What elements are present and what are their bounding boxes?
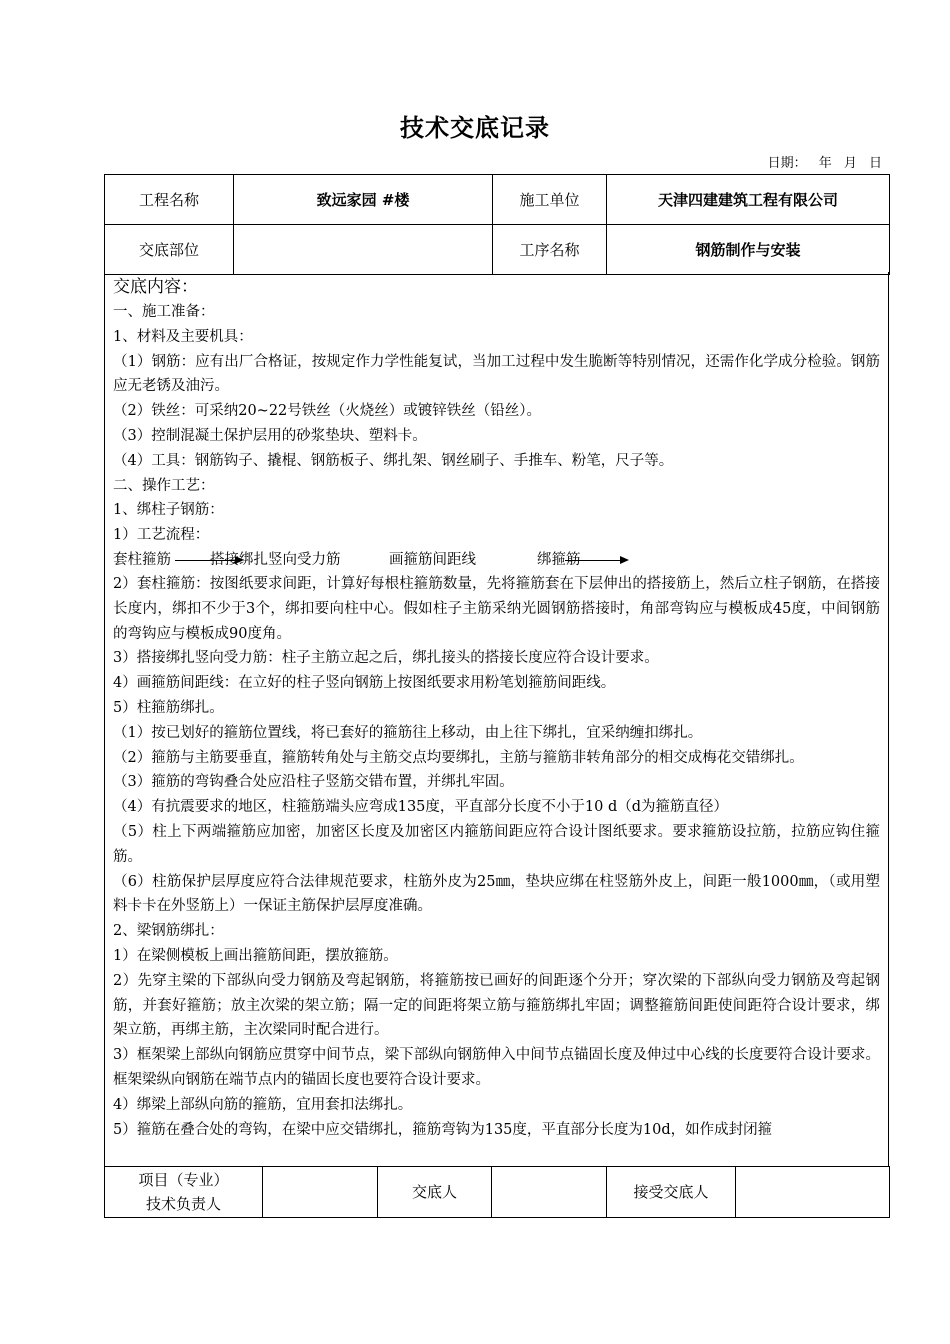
content-line: （3）箍筋的弯钩叠合处应沿柱子竖筋交错布置，并绑扎牢固。: [113, 774, 514, 791]
content-line: （4）有抗震要求的地区，柱箍筋端头应弯成135度，平直部分长度不小于10 d（d为箍筋直径）: [113, 799, 729, 816]
tech-lead-signature: [263, 1167, 378, 1218]
content-line: 1、绑柱子钢筋：: [113, 502, 224, 519]
signature-table: [104, 1166, 890, 1218]
receiver-label: 接受交底人: [607, 1167, 736, 1218]
receiver-signature: [736, 1167, 890, 1218]
signature-row: [105, 1167, 890, 1218]
presenter-label: 交底人: [378, 1167, 492, 1218]
content-line: 2）套柱箍筋：按图纸要求间距，计算好每根柱箍筋数量，先将箍筋套在下层伸出的搭接筋上，然后立柱子钢筋，在搭接长度内，绑扣不少于3个，绑扣要向柱中心。假如柱子主筋采纳光圆钢筋搭接时，角部弯钩应与模板成45度，中间钢筋的弯钩应与模板成90度角。: [113, 575, 880, 642]
content-line: 3）框架梁上部纵向钢筋应贯穿中间节点，梁下部纵向钢筋伸入中间节点锚固长度及伸过中心线的长度要符合设计要求。框架梁纵向钢筋在端节点内的锚固长度也要符合设计要求。: [113, 1047, 880, 1088]
header-table: [104, 174, 890, 275]
content-line: （6）柱筋保护层厚度应符合法律规范要求，柱筋外皮为25㎜，垫块应绑在柱竖筋外皮上，间距一般1000㎜，（或用塑料卡卡在外竖筋上）一保证主筋保护层厚度准确。: [113, 873, 880, 915]
content-line: 2）先穿主梁的下部纵向受力钢筋及弯起钢筋，将箍筋按已画好的间距逐个分开；穿次梁的下部纵向受力钢筋及弯起钢筋，并套好箍筋；放主次梁的架立筋；隔一定的间距将架立筋与箍筋绑扎牢固；调整箍筋间距使间距符合设计要求，绑架立筋，再绑主筋，主次梁同时配合进行。: [113, 972, 880, 1039]
content-heading: 交底内容：: [113, 277, 198, 297]
header-row-project: [105, 175, 890, 225]
document-title: 技术交底记录: [400, 113, 550, 142]
content-line: （2）箍筋与主筋要垂直，箍筋转角处与主筋交点均要绑扎，主筋与箍筋非转角部分的相交成梅花交错绑扎。: [113, 749, 804, 766]
content-line: （1）钢筋：应有出厂合格证，按规定作力学性能复试，当加工过程中发生脆断等特别情况，还需作化学成分检验。钢筋应无老锈及油污。: [113, 353, 880, 395]
location-value: [234, 225, 493, 275]
content-line: 1）工艺流程：: [113, 527, 210, 544]
project-name-label: 工程名称: [105, 175, 234, 225]
flow-arrow-icon: [565, 560, 620, 561]
flow-step: 套柱箍筋: [113, 551, 171, 568]
content-line: （4）工具：钢筋钩子、撬棍、钢筋板子、绑扎架、钢丝刷子、手推车、粉笔，尺子等。: [113, 452, 674, 469]
location-label: 交底部位: [105, 225, 234, 275]
tech-lead-label-line: 技术负责人: [145, 1195, 221, 1213]
content-line: （2）铁丝：可采纳20~22号铁丝（火烧丝）或镀锌铁丝（铅丝）。: [113, 403, 542, 420]
date-field: 日期： 年 月 日: [767, 156, 882, 171]
content-line: 二、操作工艺：: [113, 477, 215, 494]
content-line: （1）按已划好的箍筋位置线，将已套好的箍筋往上移动，由上往下绑扎，宜采纳缠扣绑扎。: [113, 724, 703, 741]
flow-step: 画箍筋间距线: [389, 551, 476, 568]
content-box: [104, 272, 889, 1167]
tech-lead-label: [105, 1167, 263, 1218]
process-value: 钢筋制作与安装: [607, 225, 890, 275]
content-line: 5）柱箍筋绑扎。: [113, 699, 224, 716]
content-line: （5）柱上下两端箍筋应加密，加密区长度及加密区内箍筋间距应符合设计图纸要求。要求箍筋设拉筋，拉筋应钩住箍筋。: [113, 823, 880, 865]
tech-lead-label-line: 项目（专业）: [138, 1171, 229, 1189]
project-name-value: 致远家园 #楼: [234, 175, 493, 225]
content-line: 4）绑梁上部纵向筋的箍筋，宜用套扣法绑扎。: [113, 1096, 413, 1113]
construction-unit-value: 天津四建建筑工程有限公司: [607, 175, 890, 225]
process-label: 工序名称: [493, 225, 607, 275]
process-flow: [113, 548, 880, 572]
content-line: 一、施工准备：: [113, 304, 215, 320]
content-line: （3）控制混凝土保护层用的砂浆垫块、塑料卡。: [113, 427, 427, 444]
flow-step: 绑箍筋: [537, 551, 581, 568]
header-row-location: [105, 225, 890, 275]
content-line: 5）箍筋在叠合处的弯钩，在梁中应交错绑扎，箍筋弯钩为135度，平直部分长度为10d，如作成封闭箍: [113, 1121, 773, 1138]
presenter-signature: [492, 1167, 607, 1218]
content-line: 3）搭接绑扎竖向受力筋：柱子主筋立起之后，绑扎接头的搭接长度应符合设计要求。: [113, 650, 659, 667]
content-line: 4）画箍筋间距线：在立好的柱子竖向钢筋上按图纸要求用粉笔划箍筋间距线。: [113, 675, 616, 692]
content-line: 1、材料及主要机具：: [113, 328, 253, 345]
content-line: 1）在梁侧模板上画出箍筋间距，摆放箍筋。: [113, 947, 398, 964]
flow-step: 搭接绑扎竖向受力筋: [210, 551, 341, 568]
content-line: 2、梁钢筋绑扎：: [113, 923, 224, 940]
construction-unit-label: 施工单位: [493, 175, 607, 225]
